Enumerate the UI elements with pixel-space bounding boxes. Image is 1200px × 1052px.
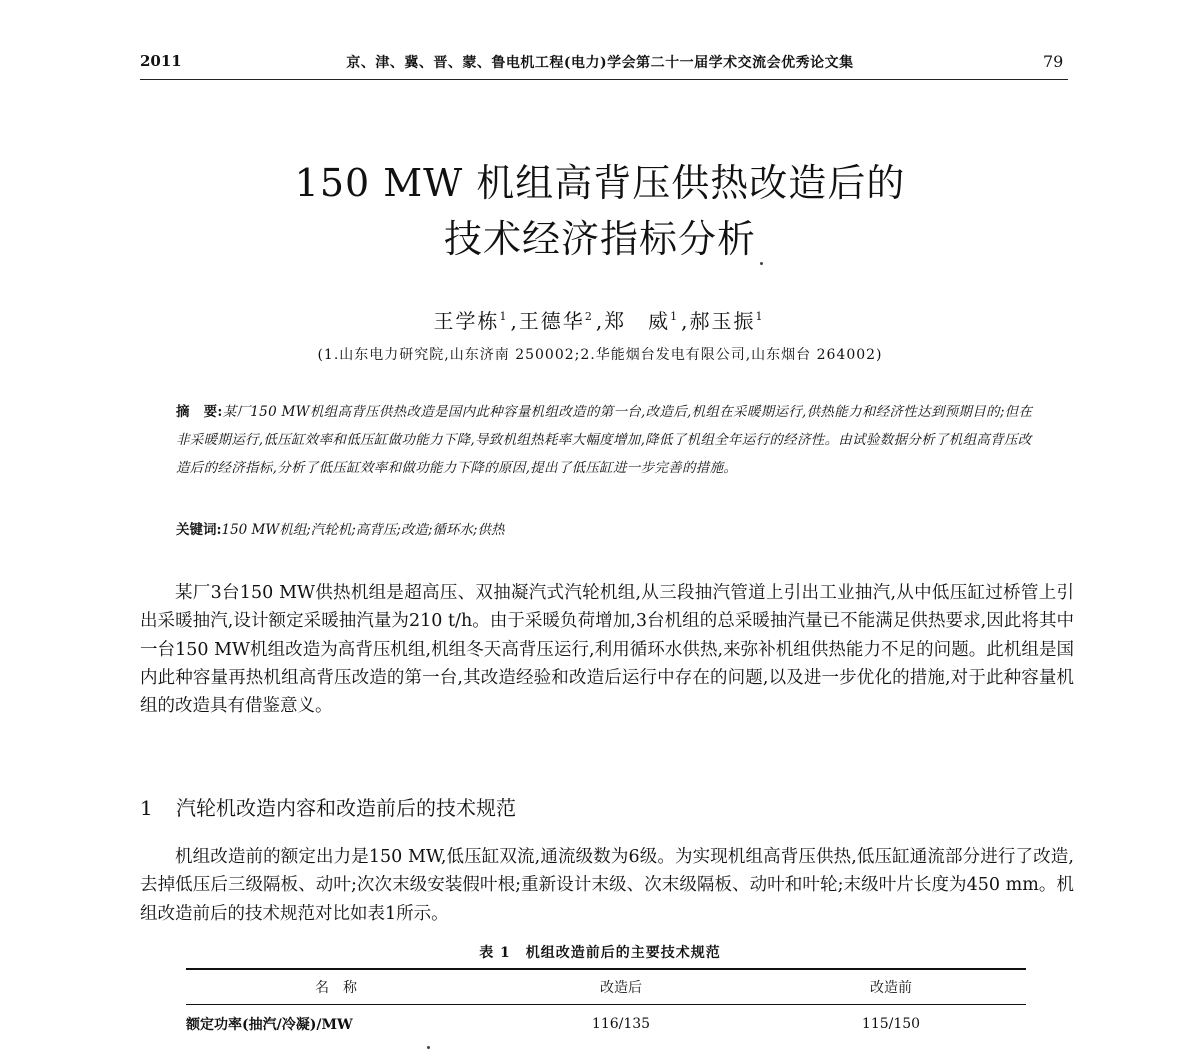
table-row <box>186 1005 1026 1044</box>
abstract <box>176 398 1040 482</box>
keywords-label: 关键词: <box>176 522 222 538</box>
author-name: 王学栋 <box>433 309 500 333</box>
table-header-cell: 名 称 <box>315 980 357 996</box>
abstract-label: 摘 要: <box>176 404 223 420</box>
keywords <box>176 518 1040 538</box>
author-name: 郑 威 <box>604 309 671 333</box>
author-name: 王德华 <box>518 309 585 333</box>
section-paragraph: 机组改造前的额定出力是150 MW,低压缸双流,通流级数为6级。为实现机组高背压供热,低压缸通流部分进行了改造,去掉低压后三级隔板、动叶;次次末级安装假叶根;重新设计末级、次末级隔板、动叶和叶轮;末级叶片长度为450 mm。机组改造前后的技术规范对比如表1所示。 <box>140 847 1074 924</box>
table-header-cell: 改造前 <box>870 980 912 996</box>
table-cell: 115/150 <box>861 1016 921 1032</box>
intro-paragraph: 某厂3台150 MW供热机组是超高压、双抽凝汽式汽轮机组,从三段抽汽管道上引出工业抽汽,从中低压缸过桥管上引出采暖抽汽,设计额定采暖抽汽量为210 t/h。由于采暖负荷增加,3台机组的总采暖抽汽量已不能满足供热要求,因此将其中一台150 MW机组改造为高背压机组,机组冬天高背压运行,利用循环水供热,来弥补机组供热能力不足的问题。此机组是国内此种容量再热机组高背压改造的第一台,其改造经验和改造后运行中存在的问题,以及进一步优化的措施,对于此种容量机组的改造具有借鉴意义。 <box>140 583 1074 717</box>
section-title: 汽轮机改造内容和改造前后的技术规范 <box>176 796 516 820</box>
table-header-row <box>186 969 1026 1005</box>
author-affiliation-mark: 1 <box>755 310 765 324</box>
scan-speck <box>427 1046 430 1049</box>
affiliations: (1.山东电力研究院,山东济南 250002;2.华能烟台发电有限公司,山东烟台 264002) <box>317 347 883 363</box>
keywords-text: 150 MW机组;汽轮机;高背压;改造;循环水;供热 <box>221 522 505 538</box>
table-cell: 116/135 <box>591 1016 651 1032</box>
paper-title-line1: 150 MW 机组高背压供热改造后的 <box>294 161 906 205</box>
table-caption: 表 1 机组改造前后的主要技术规范 <box>479 945 721 961</box>
section-number: 1 <box>140 796 153 820</box>
header-rule <box>140 79 1068 80</box>
running-head-year: 2011 <box>140 52 182 70</box>
author-affiliation-mark: 1 <box>670 310 680 324</box>
author-list: 王学栋$^1$ ,王德华$^2$ ,郑 威$^1$ ,郝玉振$^1$ <box>433 309 765 333</box>
running-head-journal: 京、津、冀、晋、蒙、鲁电机工程(电力)学会第二十一届学术交流会优秀论文集 <box>346 55 854 71</box>
section-heading <box>140 792 516 821</box>
table-cell: 额定功率(抽汽/冷凝)/MW <box>186 1017 353 1033</box>
author-affiliation-mark: 1 <box>499 310 509 324</box>
author-name: 郝玉振 <box>689 309 756 333</box>
spec-table <box>186 968 1026 1043</box>
table-header-cell: 改造后 <box>600 980 642 996</box>
author-affiliation-mark: 2 <box>584 310 594 324</box>
page-number: 79 <box>1043 52 1064 71</box>
scan-speck <box>760 262 763 265</box>
abstract-text: 某厂150 MW机组高背压供热改造是国内此种容量机组改造的第一台,改造后,机组在采暖期运行,供热能力和经济性达到预期目的;但在非采暖期运行,低压缸效率和低压缸做功能力下降,导致机组热耗率大幅度增加,降低了机组全年运行的经济性。由试验数据分析了机组高背压改造后的经济指标,分析了低压缸效率和做功能力下降的原因,提出了低压缸进一步完善的措施。 <box>176 404 1033 476</box>
paper-title-line2: 技术经济指标分析 <box>443 217 756 261</box>
